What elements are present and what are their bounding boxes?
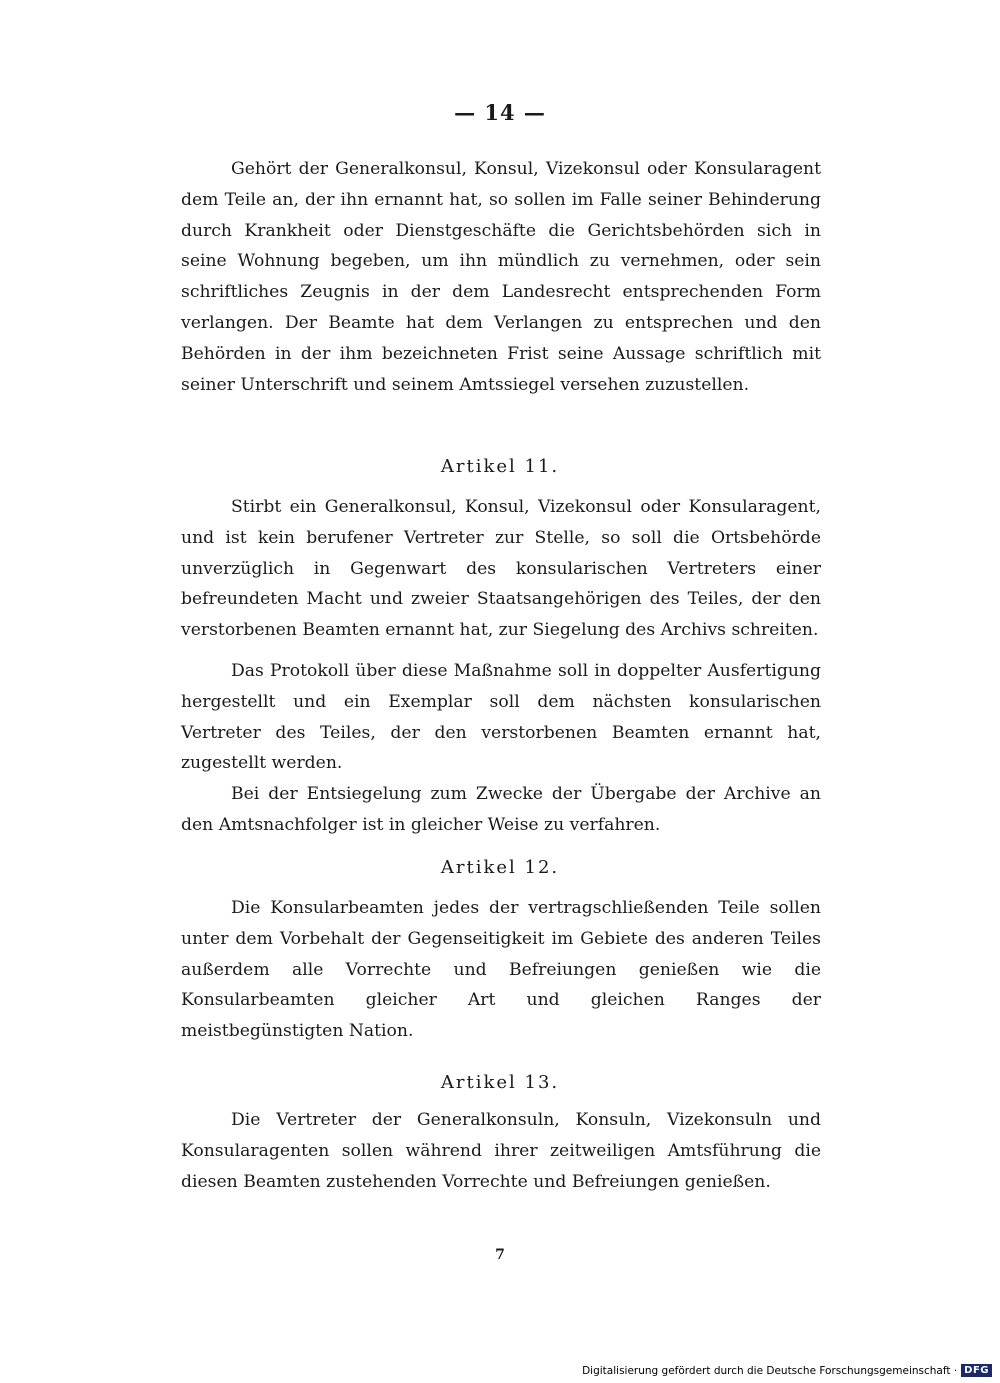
paragraph: Die Vertreter der Generalkonsuln, Konsuln, Vizekonsuln und Konsularagenten sollen während ihrer zeitweiligen Amtsführung die diesen Beamten zustehenden Vorrechte und Befreiungen genießen. (181, 1110, 821, 1192)
article-12-heading: Artikel 12. (440, 857, 560, 878)
paragraph: Stirbt ein Generalkonsul, Konsul, Vizekonsul oder Konsularagent, und ist kein berufener Vertreter zur Stelle, so soll die Ortsbehörde unverzüglich in Gegenwart des konsularischen Vertreters einer befreundeten Macht und zweier Staatsangehörigen des Teiles, der den verstorbenen Beamten ernannt hat, zur Siegelung des Archivs schreiten. (181, 497, 821, 641)
credit-text: Digitalisierung gefördert durch die Deutsche Forschungsgemeinschaft · (582, 1364, 958, 1377)
paragraph: Die Konsularbeamten jedes der vertragschließenden Teile sollen unter dem Vorbehalt der Gegenseitigkeit im Gebiete des anderen Teiles außerdem alle Vorrechte und Befreiungen genießen wie die Konsularbeamten gleicher Art und gleichen Ranges der meistbegünstigten Nation. (181, 898, 821, 1042)
paragraph: Gehört der Generalkonsul, Konsul, Vizekonsul oder Konsularagent dem Teile an, der ihn ernannt hat, so sollen im Falle seiner Behinderung durch Krankheit oder Dienstgeschäfte die Gerichtsbehörden sich in seine Wohnung begeben, um ihn mündlich zu vernehmen, oder sein schriftliches Zeugnis in der dem Landesrecht entsprechenden Form verlangen. Der Beamte hat dem Verlangen zu entsprechen und den Behörden in der ihm bezeichneten Frist seine Aussage schriftlich mit seiner Unterschrift und seinem Amtssiegel versehen zuzustellen. (181, 159, 821, 395)
page-number-header: — 14 — (454, 100, 546, 125)
intro-section (181, 154, 821, 400)
dfg-logo: DFG (961, 1364, 992, 1377)
article-13-section (181, 1105, 821, 1197)
article-12-section (181, 893, 821, 1047)
article-13-heading: Artikel 13. (440, 1072, 560, 1093)
article-11-heading: Artikel 11. (440, 456, 560, 477)
paragraph: Bei der Entsiegelung zum Zwecke der Übergabe der Archive an den Amtsnachfolger ist in gleicher Weise zu verfahren. (181, 784, 821, 835)
paragraph: Das Protokoll über diese Maßnahme soll in doppelter Ausfertigung hergestellt und ein Exemplar soll dem nächsten konsularischen Vertreter des Teiles, der den verstorbenen Beamten ernannt hat, zugestellt werden. (181, 660, 821, 774)
article-11-section (181, 492, 821, 841)
digitization-credit (582, 1364, 992, 1377)
folio-number: 7 (495, 1247, 505, 1263)
